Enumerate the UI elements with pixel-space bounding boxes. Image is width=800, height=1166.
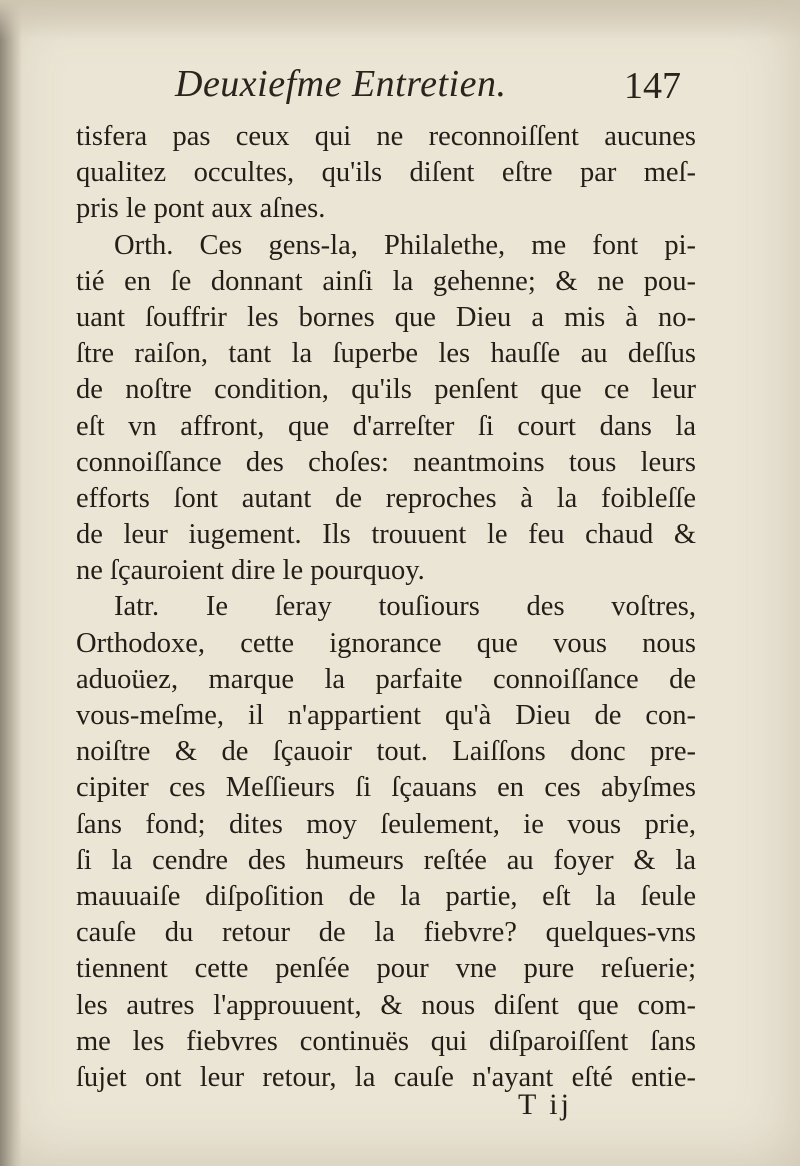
speaker-line-orth: Orth. Ces gens-la, Philalethe, me font pi-: [114, 229, 696, 261]
text-line: cauſe du retour de la fiebvre? quelques-vns: [76, 917, 696, 949]
text-line: cipiter ces Meſſieurs ſi ſçauans en ces abyſmes: [76, 772, 696, 804]
signature-mark: T ij: [518, 1088, 572, 1121]
text-line: me les fiebvres continuës qui diſparoiſſent ſans: [76, 1025, 696, 1057]
text-line: de leur iugement. Ils trouuent le feu chaud &: [76, 519, 696, 551]
text-line: les autres l'approuuent, & nous diſent que com-: [76, 989, 696, 1021]
speaker-line-iatr: Iatr. Ie ſeray touſiours des voſtres,: [114, 591, 696, 623]
text-line: ſans fond; dites moy ſeulement, ie vous prie,: [76, 808, 696, 840]
text-line: pris le pont aux aſnes.: [76, 193, 326, 225]
running-head: [175, 62, 695, 112]
text-line: qualitez occultes, qu'ils diſent eſtre par meſ-: [76, 157, 696, 189]
gutter-shadow: [0, 0, 22, 1166]
text-line: ſi la cendre des humeurs reſtée au foyer & la: [76, 844, 696, 876]
text-line: ſujet ont leur retour, la cauſe n'ayant eſté entie-: [76, 1061, 696, 1093]
text-line: mauuaiſe diſpoſition de la partie, eſt la ſeule: [76, 880, 696, 912]
text-line: eſt vn affront, que d'arreſter ſi court dans la: [76, 410, 696, 442]
text-line: connoiſſance des choſes: neantmoins tous leurs: [76, 446, 696, 478]
text-line: uant ſouffrir les bornes que Dieu a mis à no-: [76, 301, 696, 333]
text-line: de noſtre condition, qu'ils penſent que ce leur: [76, 374, 696, 406]
text-line: noiſtre & de ſçauoir tout. Laiſſons donc pre-: [76, 736, 696, 768]
top-edge-shadow: [0, 0, 800, 40]
text-line: tiennent cette penſée pour vne pure reſuerie;: [76, 953, 696, 985]
text-line: Orthodoxe, cette ignorance que vous nous: [76, 627, 696, 659]
text-line: aduoüez, marque la parfaite connoiſſance de: [76, 663, 696, 695]
text-line: ne ſçauroient dire le pourquoy.: [76, 555, 425, 587]
page-number: 147: [624, 65, 681, 107]
text-line: vous-meſme, il n'appartient qu'à Dieu de con-: [76, 700, 696, 731]
body-text: [76, 119, 696, 1096]
text-line: ſtre raiſon, tant la ſuperbe les hauſſe au deſſus: [76, 338, 696, 370]
text-line: tisfera pas ceux qui ne reconnoiſſent aucunes: [76, 121, 696, 152]
text-line: tié en ſe donnant ainſi la gehenne; & ne pou-: [76, 265, 696, 297]
text-line: efforts ſont autant de reproches à la foibleſſe: [76, 482, 696, 514]
running-title: Deuxiefme Entretien.: [175, 63, 507, 105]
